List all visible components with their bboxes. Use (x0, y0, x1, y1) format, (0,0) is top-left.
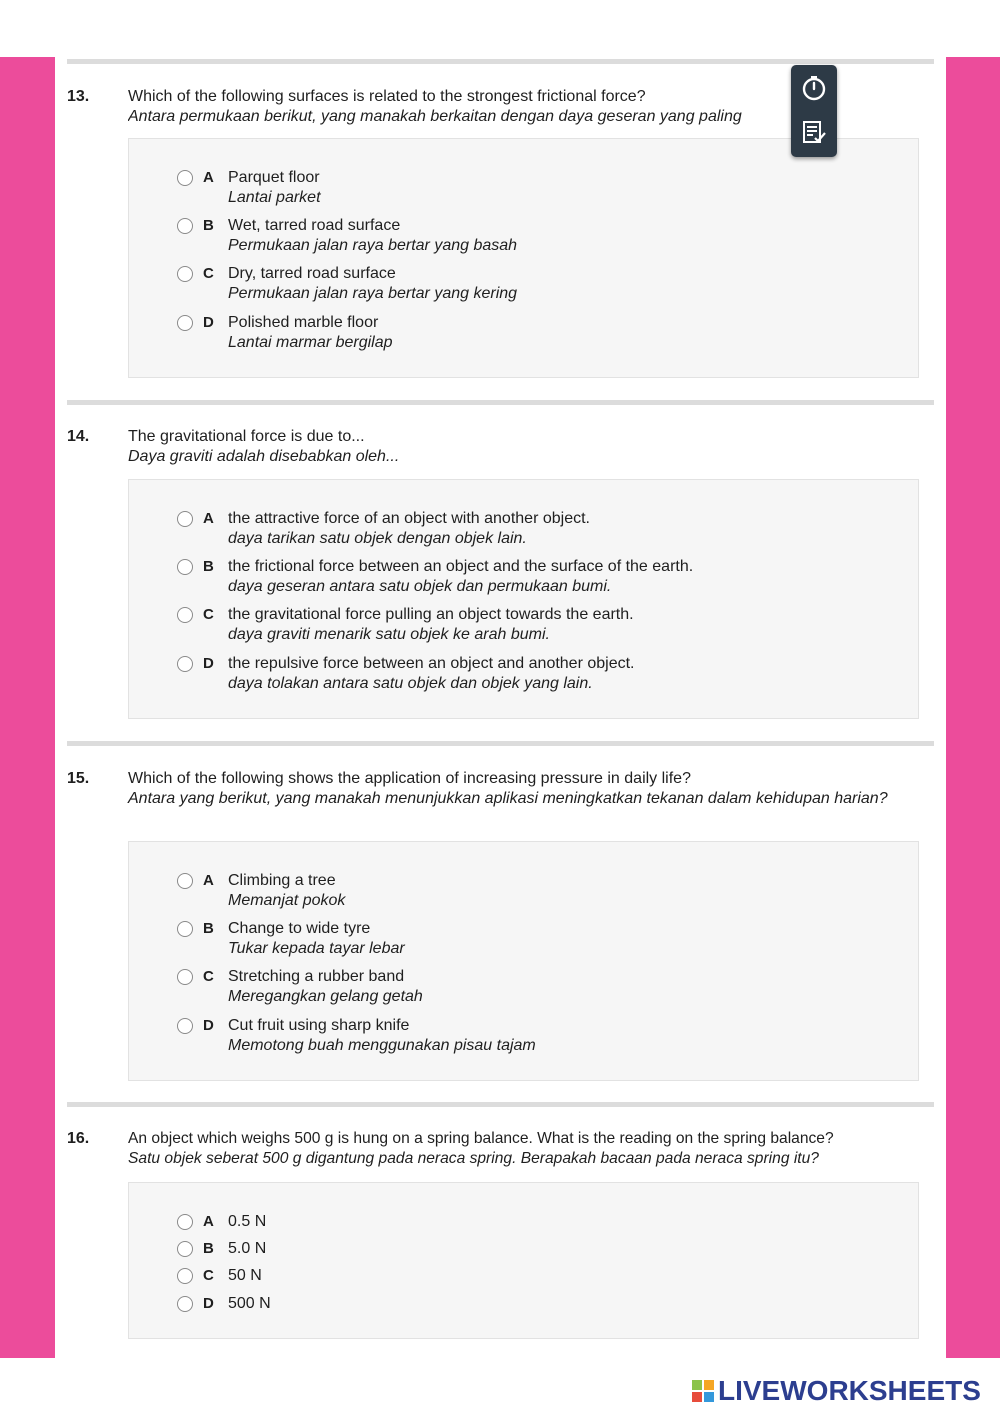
radio-button[interactable] (177, 559, 193, 575)
radio-button[interactable] (177, 1241, 193, 1257)
logo-square (692, 1380, 702, 1390)
question-number: 16. (67, 1130, 90, 1147)
option-text-ms: daya graviti menarik satu objek ke arah bumi. (228, 626, 550, 643)
option-text-ms: Permukaan jalan raya bertar yang kering (228, 285, 518, 302)
timer-icon[interactable] (800, 74, 828, 102)
question-14-text (128, 427, 933, 467)
logo-square (704, 1380, 714, 1390)
radio-button[interactable] (177, 656, 193, 672)
radio-button[interactable] (177, 1018, 193, 1034)
option-text-en: the repulsive force between an object and another object. (228, 655, 635, 672)
question-16-options (128, 1182, 919, 1339)
question-15-text (128, 769, 898, 809)
radio-button[interactable] (177, 266, 193, 282)
option-letter: D (203, 1017, 214, 1034)
option-text: 50 N (228, 1267, 262, 1284)
option-text-en: Stretching a rubber band (228, 968, 405, 985)
radio-button[interactable] (177, 218, 193, 234)
question-text-en: The gravitational force is due to... (128, 428, 365, 445)
question-text-ms: Antara permukaan berikut, yang manakah berkaitan dengan daya geseran yang paling (128, 108, 742, 125)
question-number: 15. (67, 770, 90, 787)
option-text-ms: daya tolakan antara satu objek dan objek yang lain. (228, 675, 593, 692)
option-text (228, 509, 590, 549)
option-text: 500 N (228, 1295, 271, 1312)
right-pink-border (946, 57, 1000, 1358)
option-letter: C (203, 1267, 214, 1284)
radio-button[interactable] (177, 1268, 193, 1284)
option-text (228, 919, 405, 959)
option-letter: C (203, 968, 214, 985)
question-15-options (128, 841, 919, 1081)
question-text-en: Which of the following surfaces is related to the strongest frictional force? (128, 88, 646, 105)
option-text-ms: Tukar kepada tayar lebar (228, 940, 405, 957)
option-letter: B (203, 1240, 214, 1257)
question-number: 13. (67, 88, 90, 105)
option-letter: A (203, 169, 214, 186)
floating-toolbar (791, 65, 837, 157)
option-text-ms: daya tarikan satu objek dengan objek lain. (228, 530, 527, 547)
left-pink-border (0, 57, 55, 1358)
question-divider (67, 741, 934, 746)
option-letter: D (203, 1295, 214, 1312)
question-16-text (128, 1129, 938, 1169)
question-text-ms: Satu objek seberat 500 g digantung pada neraca spring. Berapakah bacaan pada neraca spring itu? (128, 1150, 819, 1167)
radio-button[interactable] (177, 511, 193, 527)
option-letter: A (203, 872, 214, 889)
radio-button[interactable] (177, 315, 193, 331)
question-text-ms: Antara yang berikut, yang manakah menunjukkan aplikasi meningkatkan tekanan dalam kehidupan harian? (128, 790, 888, 807)
option-text-ms: Meregangkan gelang getah (228, 988, 423, 1005)
question-14-options (128, 479, 919, 719)
option-letter: B (203, 217, 214, 234)
option-text-ms: Lantai parket (228, 189, 321, 206)
radio-button[interactable] (177, 607, 193, 623)
option-text-en: Climbing a tree (228, 872, 336, 889)
option-letter: B (203, 920, 214, 937)
option-text: 5.0 N (228, 1240, 267, 1257)
option-text (228, 871, 345, 911)
option-letter: A (203, 510, 214, 527)
option-text-en: Dry, tarred road surface (228, 265, 396, 282)
radio-button[interactable] (177, 921, 193, 937)
radio-button[interactable] (177, 969, 193, 985)
option-text-ms: Memotong buah menggunakan pisau tajam (228, 1037, 536, 1054)
option-text (228, 557, 693, 597)
option-text (228, 967, 423, 1007)
checklist-icon[interactable] (800, 118, 828, 146)
liveworksheets-logo[interactable] (692, 1374, 981, 1408)
radio-button[interactable] (177, 170, 193, 186)
option-letter: B (203, 558, 214, 575)
option-text (228, 605, 634, 645)
radio-button[interactable] (177, 1296, 193, 1312)
option-text-en: the frictional force between an object and the surface of the earth. (228, 558, 694, 575)
option-text (228, 216, 517, 256)
logo-square (704, 1392, 714, 1402)
question-divider (67, 1102, 934, 1107)
question-13-options (128, 138, 919, 378)
option-text-en: the gravitational force pulling an object towards the earth. (228, 606, 634, 623)
option-text-en: Cut fruit using sharp knife (228, 1017, 410, 1034)
question-divider (67, 59, 934, 64)
option-text-ms: Memanjat pokok (228, 892, 346, 909)
option-text-en: the attractive force of an object with another object. (228, 510, 590, 527)
option-text (228, 1016, 536, 1056)
radio-button[interactable] (177, 873, 193, 889)
question-text-en: An object which weighs 500 g is hung on a spring balance. What is the reading on the spring balance? (128, 1130, 834, 1147)
option-text (228, 654, 635, 694)
option-text-ms: Permukaan jalan raya bertar yang basah (228, 237, 518, 254)
option-text: 0.5 N (228, 1213, 267, 1230)
option-text-en: Polished marble floor (228, 314, 379, 331)
logo-square (692, 1392, 702, 1402)
option-letter: C (203, 606, 214, 623)
option-text (228, 264, 517, 304)
option-text-en: Parquet floor (228, 169, 320, 186)
question-text-ms: Daya graviti adalah disebabkan oleh... (128, 448, 400, 465)
logo-text: LIVEWORKSHEETS (718, 1375, 981, 1406)
option-text-en: Wet, tarred road surface (228, 217, 401, 234)
option-text-en: Change to wide tyre (228, 920, 371, 937)
question-number: 14. (67, 428, 90, 445)
option-letter: C (203, 265, 214, 282)
option-text-ms: Lantai marmar bergilap (228, 334, 393, 351)
option-letter: D (203, 314, 214, 331)
option-text-ms: daya geseran antara satu objek dan permukaan bumi. (228, 578, 612, 595)
question-text-en: Which of the following shows the application of increasing pressure in daily life? (128, 770, 691, 787)
option-text (228, 313, 393, 353)
option-text (228, 168, 321, 208)
option-letter: A (203, 1213, 214, 1230)
question-divider (67, 400, 934, 405)
logo-squares-icon (692, 1380, 714, 1402)
radio-button[interactable] (177, 1214, 193, 1230)
option-letter: D (203, 655, 214, 672)
